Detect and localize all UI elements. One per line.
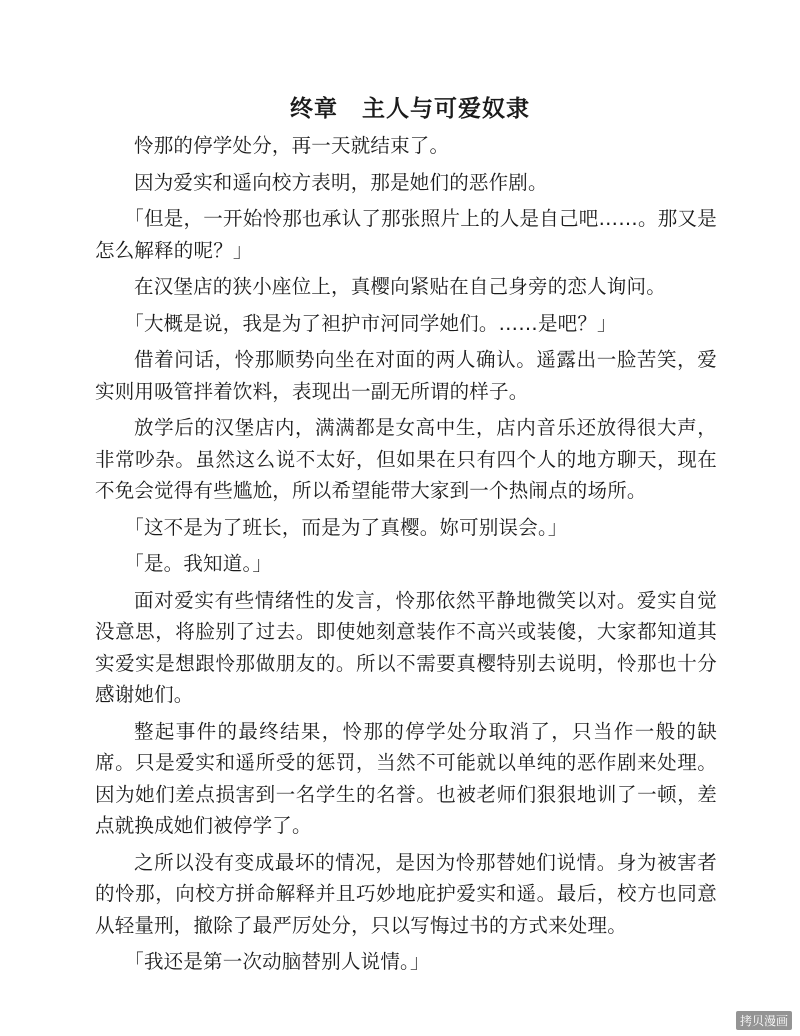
- dialogue-paragraph: 「是。我知道。」: [124, 552, 273, 575]
- paragraph: 因为爱实和遥向校方表明，那是她们的恶作剧。: [134, 170, 548, 194]
- watermark-logo: 拷贝漫画: [736, 1011, 792, 1030]
- paragraph: 面对爱实有些情绪性的发言，怜那依然平静地微笑以对。爱实自觉没意思，将脸别了过去。即使她刻意装作不高兴或装傻，大家都知道其实爱实是想跟怜那做朋友的。所以不需要真樱特别去说明，怜那也十分感谢她们。: [95, 588, 717, 706]
- chapter-title: 终章 主人与可爱奴隶: [290, 96, 530, 122]
- paragraph: 在汉堡店的狭小座位上，真樱向紧贴在自己身旁的恋人询问。: [134, 275, 666, 298]
- page-body: [95, 92, 717, 983]
- paragraph: 借着问话，怜那顺势向坐在对面的两人确认。遥露出一脸苦笑，爱实则用吸管拌着饮料，表现出一副无所谓的样子。: [95, 348, 717, 403]
- dialogue-paragraph: 「我还是第一次动脑替别人说情。」: [124, 950, 430, 973]
- dialogue-paragraph: 「这不是为了班长，而是为了真樱。妳可别误会。」: [124, 515, 568, 539]
- paragraph: 放学后的汉堡店内，满满都是女高中生，店内音乐还放得很大声，非常吵杂。虽然这么说不太好，但如果在只有四个人的地方聊天，现在不免会觉得有些尴尬，所以希望能带大家到一个热闹点的场所。: [95, 416, 717, 502]
- paragraph: 整起事件的最终结果，怜那的停学处分取消了，只当作一般的缺席。只是爱实和遥所受的惩罚，当然不可能就以单纯的恶作剧来处理。因为她们差点损害到一名学生的名誉。也被老师们狠狠地训了一顿，差点就换成她们被停学了。: [95, 719, 717, 837]
- paragraph: 之所以没有变成最坏的情况，是因为怜那替她们说情。身为被害者的怜那，向校方拼命解释并且巧妙地庇护爱实和遥。最后，校方也同意从轻量刑，撤除了最严厉处分，只以写悔过书的方式来处理。: [95, 850, 717, 937]
- dialogue-paragraph: 「大概是说，我是为了袒护市河同学她们。……是吧？」: [124, 311, 617, 335]
- paragraph: 怜那的停学处分，再一天就结束了。: [134, 134, 450, 157]
- dialogue-paragraph: 「但是，一开始怜那也承认了那张照片上的人是自己吧……。那又是怎么解释的呢？」: [95, 207, 717, 262]
